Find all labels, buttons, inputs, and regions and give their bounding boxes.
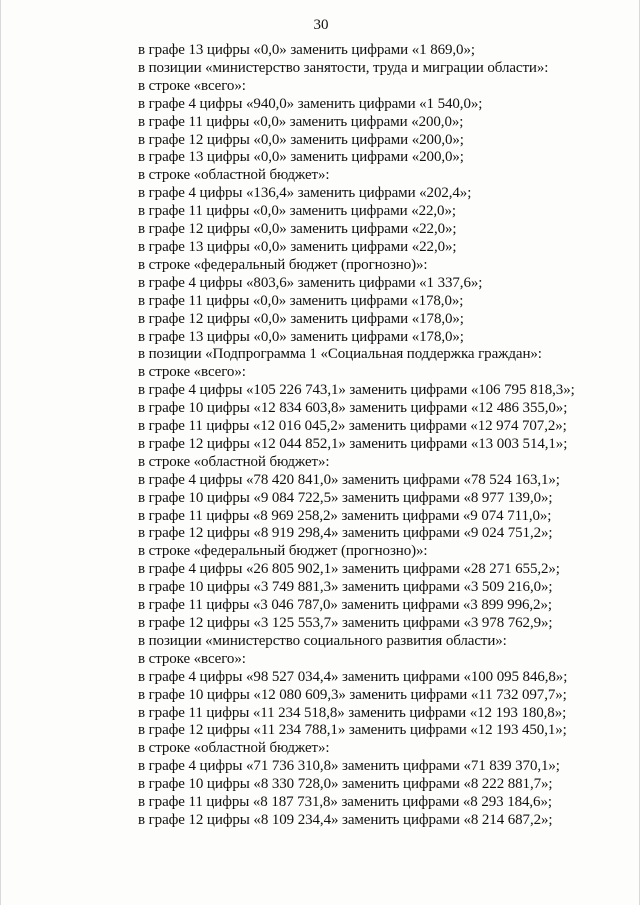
text-line: в графе 10 цифры «12 834 603,8» заменить цифрами «12 486 355,0»;: [138, 400, 568, 417]
text-line: в графе 11 цифры «8 969 258,2» заменить цифрами «9 074 711,0»;: [138, 507, 552, 524]
text-line: в графе 12 цифры «11 234 788,1» заменить цифрами «12 193 450,1»;: [138, 722, 567, 739]
text-line: в графе 12 цифры «0,0» заменить цифрами «200,0»;: [138, 131, 464, 148]
text-line: в графе 13 цифры «0,0» заменить цифрами «178,0»;: [138, 328, 464, 345]
text-line: в графе 12 цифры «8 919 298,4» заменить цифрами «9 024 751,2»;: [138, 525, 553, 542]
text-line: в графе 11 цифры «0,0» заменить цифрами «200,0»;: [138, 113, 464, 130]
text-line: в графе 4 цифры «78 420 841,0» заменить цифрами «78 524 163,1»;: [138, 471, 560, 488]
text-line: в графе 4 цифры «105 226 743,1» заменить цифрами «106 795 818,3»;: [138, 382, 575, 399]
text-line: в графе 4 цифры «136,4» заменить цифрами «202,4»;: [138, 185, 472, 202]
text-line: в графе 12 цифры «8 109 234,4» заменить цифрами «8 214 687,2»;: [138, 811, 553, 828]
text-line: в строке «федеральный бюджет (прогнозно)»:: [138, 256, 428, 273]
text-line: в графе 12 цифры «12 044 852,1» заменить цифрами «13 003 514,1»;: [138, 435, 568, 452]
text-line: в графе 10 цифры «12 080 609,3» заменить цифрами «11 732 097,7»;: [138, 686, 567, 703]
text-line: в графе 4 цифры «940,0» заменить цифрами «1 540,0»;: [138, 95, 483, 112]
text-line: в графе 11 цифры «11 234 518,8» заменить цифрами «12 193 180,8»;: [138, 704, 567, 721]
text-line: в графе 13 цифры «0,0» заменить цифрами «1 869,0»;: [138, 42, 475, 58]
text-line: в графе 11 цифры «0,0» заменить цифрами «22,0»;: [138, 203, 456, 220]
text-line: в строке «федеральный бюджет (прогнозно)»:: [138, 543, 428, 560]
text-line: в позиции «министерство социального развития области»:: [138, 632, 507, 649]
text-line: в графе 4 цифры «26 805 902,1» заменить цифрами «28 271 655,2»;: [138, 561, 560, 578]
text-line: в строке «областной бюджет»:: [138, 740, 330, 757]
text-line: в графе 4 цифры «71 736 310,8» заменить цифрами «71 839 370,1»;: [138, 758, 560, 775]
text-line: в графе 12 цифры «3 125 553,7» заменить цифрами «3 978 762,9»;: [138, 615, 553, 631]
page-number: 30: [313, 17, 329, 33]
text-line: в графе 13 цифры «0,0» заменить цифрами «22,0»;: [138, 238, 457, 255]
text-line: в строке «всего»:: [138, 650, 246, 667]
text-line: в строке «областной бюджет»:: [138, 453, 330, 470]
text-line: в графе 4 цифры «803,6» заменить цифрами «1 337,6»;: [138, 274, 483, 291]
text-line: в графе 13 цифры «0,0» заменить цифрами «200,0»;: [138, 149, 464, 166]
text-line: в графе 10 цифры «3 749 881,3» заменить цифрами «3 509 216,0»;: [138, 579, 553, 596]
text-line: в графе 11 цифры «3 046 787,0» заменить цифрами «3 899 996,2»;: [138, 597, 552, 614]
text-line: в графе 12 цифры «0,0» заменить цифрами «22,0»;: [138, 221, 457, 238]
text-line: в графе 11 цифры «0,0» заменить цифрами «178,0»;: [138, 292, 464, 309]
text-line: в графе 4 цифры «98 527 034,4» заменить цифрами «100 095 846,8»;: [138, 668, 568, 685]
text-line: в графе 10 цифры «8 330 728,0» заменить цифрами «8 222 881,7»;: [138, 776, 553, 793]
text-line: в графе 10 цифры «9 084 722,5» заменить цифрами «8 977 139,0»;: [138, 489, 553, 506]
text-line: в позиции «Подпрограмма 1 «Социальная поддержка граждан»:: [138, 346, 542, 363]
text-line: в графе 12 цифры «0,0» заменить цифрами «178,0»;: [138, 310, 464, 327]
document-body: [138, 42, 608, 830]
text-line: в строке «областной бюджет»:: [138, 167, 330, 184]
text-line: в графе 11 цифры «12 016 045,2» заменить цифрами «12 974 707,2»;: [138, 418, 567, 435]
text-line: в графе 11 цифры «8 187 731,8» заменить цифрами «8 293 184,6»;: [138, 794, 552, 811]
text-line: в строке «всего»:: [138, 364, 246, 381]
text-line: в строке «всего»:: [138, 77, 246, 94]
text-line: в позиции «министерство занятости, труда и миграции области»:: [138, 59, 549, 76]
